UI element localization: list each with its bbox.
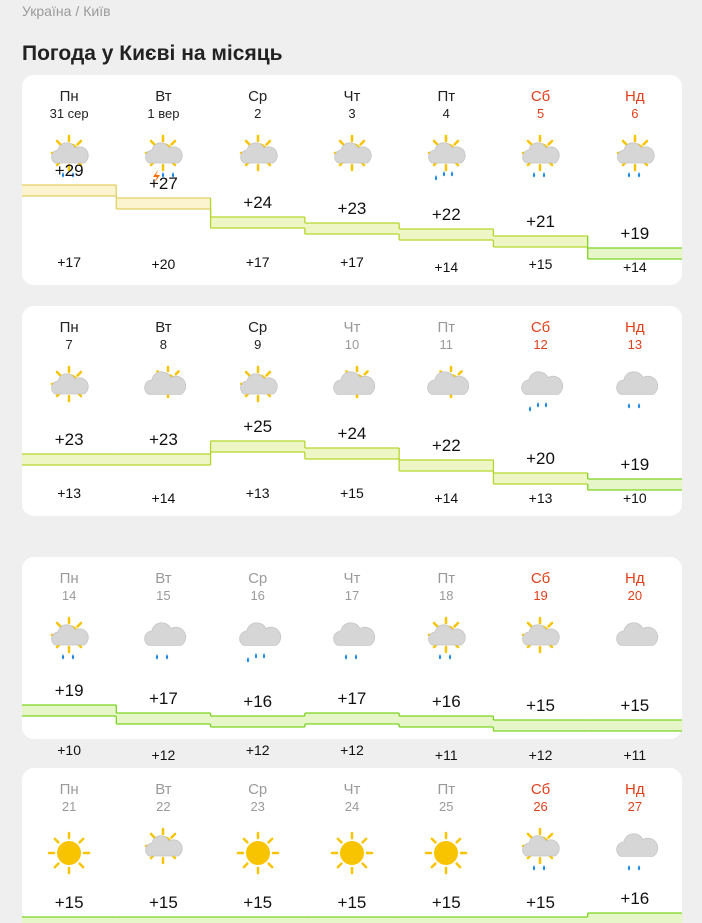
temperature-max: +15 (54, 893, 84, 912)
temperature-min: +11 (434, 747, 458, 763)
cloud-shape (428, 372, 469, 395)
day-name: Пт (437, 319, 456, 336)
day-cell[interactable] (116, 768, 210, 923)
day-name: Вт (155, 781, 172, 798)
cloud-rain-icon (612, 830, 658, 884)
cloud-shape (522, 372, 563, 395)
temperature-max: +23 (148, 430, 178, 449)
temperature-min: +12 (340, 742, 364, 758)
cloud-shape (523, 143, 560, 163)
day-cell[interactable] (22, 768, 116, 923)
day-date: 11 (439, 337, 454, 352)
day-name: Пн (59, 88, 79, 105)
cloud-shape (52, 374, 89, 394)
day-cell[interactable] (493, 768, 587, 923)
temperature-min: +14 (151, 490, 176, 506)
day-date: 7 (65, 337, 73, 352)
temperature-max: +22 (431, 205, 461, 224)
day-name: Нд (625, 781, 645, 798)
cloud-shape (333, 623, 374, 646)
cloud-shape (239, 623, 280, 646)
temperature-max: +15 (526, 696, 555, 715)
day-date: 25 (439, 799, 454, 814)
day-name: Нд (625, 570, 645, 587)
temperature-min: +14 (622, 259, 647, 275)
day-cell[interactable] (305, 557, 399, 758)
day-name: Сб (530, 570, 551, 587)
temperature-max: +15 (337, 893, 367, 912)
temperature-max: +23 (337, 199, 367, 218)
day-name: Пн (59, 781, 79, 798)
temperature-max: +15 (148, 893, 178, 912)
cloud-icon (612, 619, 658, 673)
temperature-max: +21 (526, 212, 555, 231)
temperature-min: +13 (528, 490, 553, 506)
day-name: Ср (248, 319, 268, 336)
breadcrumb (22, 3, 111, 19)
cloud-sun-icon (329, 368, 375, 422)
temperature-max: +15 (431, 893, 461, 912)
day-name: Вт (155, 319, 172, 336)
day-name: Пн (59, 319, 79, 336)
day-date: 19 (533, 588, 548, 603)
day-date: 2 (254, 106, 262, 121)
breadcrumb-country-link[interactable]: Україна (22, 3, 72, 19)
cloud-shape (523, 625, 560, 645)
cloud-shape (616, 372, 657, 395)
day-name: Нд (625, 88, 645, 105)
temperature-max: +19 (54, 681, 84, 700)
day-cell[interactable] (22, 306, 116, 516)
day-date: 31 сер (49, 106, 89, 121)
sun-icon (329, 830, 375, 884)
day-cell[interactable] (399, 306, 493, 516)
cloud-shape (617, 143, 654, 163)
temperature-max: +16 (243, 692, 273, 711)
day-date: 22 (156, 799, 171, 814)
day-cell[interactable] (493, 306, 587, 516)
temperature-min: +12 (151, 747, 176, 763)
temperature-min: +11 (623, 747, 647, 763)
day-cell[interactable] (588, 557, 682, 763)
cloud-heavy-rain-icon (517, 368, 563, 422)
day-cell[interactable] (211, 75, 305, 285)
temperature-max: +22 (431, 436, 461, 455)
temperature-max: +19 (620, 455, 650, 474)
cloud-sun-icon (140, 368, 186, 422)
cloud-shape (429, 143, 466, 163)
day-name: Ср (248, 88, 268, 105)
day-cell[interactable] (22, 75, 116, 285)
day-name: Пт (437, 88, 456, 105)
day-name: Чт (343, 781, 361, 798)
cloud-sun-icon (423, 368, 469, 422)
week-card (22, 557, 682, 763)
cloud-shape (333, 372, 374, 395)
temperature-max: +16 (620, 889, 650, 908)
temperature-max: +24 (243, 193, 273, 212)
day-name: Пт (437, 570, 456, 587)
temperature-max: +17 (337, 689, 367, 708)
sun-icon (46, 830, 92, 884)
temperature-min: +15 (528, 256, 553, 272)
day-date: 14 (61, 588, 77, 603)
day-cell[interactable] (305, 75, 399, 285)
temperature-max: +15 (526, 893, 555, 912)
day-cell[interactable] (305, 306, 399, 516)
day-cell[interactable] (399, 75, 493, 285)
temperature-min: +14 (434, 259, 459, 275)
day-name: Чт (343, 319, 361, 336)
sun-cloud-icon (235, 368, 281, 422)
day-date: 12 (533, 337, 548, 352)
week-card (22, 306, 682, 516)
cloud-shape (145, 372, 186, 395)
day-date: 17 (344, 588, 360, 603)
day-date: 9 (254, 337, 262, 352)
page-title: Погода у Києві на місяць (22, 42, 283, 66)
day-cell[interactable] (211, 768, 305, 923)
sun-cloud-rain-icon (517, 137, 563, 191)
week-card (22, 75, 682, 285)
day-cell[interactable] (116, 557, 210, 763)
day-date: 1 вер (147, 106, 180, 121)
temperature-max: +19 (620, 224, 650, 243)
cloud-shape (52, 143, 89, 163)
cloud-shape (240, 374, 277, 394)
day-cell[interactable] (399, 768, 493, 923)
day-name: Чт (343, 570, 361, 587)
sun-cloud-rain-icon (46, 619, 92, 673)
temperature-max: +25 (243, 417, 273, 436)
temperature-max: +20 (526, 449, 555, 468)
day-cell[interactable] (22, 557, 116, 758)
cloud-heavy-rain-icon (235, 619, 281, 673)
day-date: 26 (533, 799, 548, 814)
temperature-max: +29 (54, 161, 84, 180)
breadcrumb-city-link[interactable]: Київ (83, 3, 111, 19)
day-date: 21 (61, 799, 77, 814)
cloud-shape (523, 836, 560, 856)
day-name: Сб (530, 781, 551, 798)
cloud-shape (616, 834, 657, 857)
temperature-max: +23 (54, 430, 84, 449)
day-date: 6 (631, 106, 639, 121)
day-cell[interactable] (588, 75, 682, 285)
day-date: 20 (627, 588, 643, 603)
day-name: Вт (155, 570, 172, 587)
sun-cloud-icon (46, 368, 92, 422)
sun-icon (423, 830, 469, 884)
day-cell[interactable] (493, 75, 587, 285)
cloud-shape (240, 143, 277, 163)
day-name: Пн (59, 570, 79, 587)
cloud-rain-icon (140, 619, 186, 673)
day-cell[interactable] (305, 768, 399, 923)
temperature-max: +17 (148, 689, 178, 708)
day-date: 15 (156, 588, 171, 603)
temperature-min: +10 (622, 490, 647, 506)
sun-cloud-icon (329, 137, 375, 191)
temperature-min: +17 (245, 254, 270, 270)
cloud-shape (616, 623, 657, 646)
day-date: 8 (159, 337, 168, 352)
day-date: 13 (627, 337, 643, 352)
day-cell[interactable] (588, 306, 682, 516)
day-cell[interactable] (211, 557, 305, 758)
cloud-rain-icon (329, 619, 375, 673)
temperature-max: +24 (337, 424, 367, 443)
cloud-shape (146, 143, 183, 163)
day-date: 10 (344, 337, 360, 352)
day-name: Вт (155, 88, 172, 105)
day-cell[interactable] (211, 306, 305, 516)
day-name: Чт (343, 88, 361, 105)
sun-cloud-rain-icon (612, 137, 658, 191)
temperature-min: +13 (57, 485, 81, 501)
temperature-max: +16 (431, 692, 461, 711)
day-date: 24 (344, 799, 360, 814)
day-cell[interactable] (116, 306, 210, 516)
sun-cloud-heavy-rain-icon (423, 137, 469, 191)
day-cell[interactable] (588, 768, 682, 923)
sun-cloud-rain-icon (423, 619, 469, 673)
day-date: 5 (536, 106, 545, 121)
cloud-shape (52, 625, 89, 645)
day-cell[interactable] (399, 557, 493, 763)
day-name: Пт (437, 781, 456, 798)
cloud-shape (334, 143, 371, 163)
day-cell[interactable] (493, 557, 587, 763)
temperature-max: +27 (148, 174, 178, 193)
day-name: Ср (248, 781, 268, 798)
day-date: 27 (627, 799, 643, 814)
day-date: 3 (348, 106, 356, 121)
temperature-max: +15 (620, 696, 650, 715)
cloud-shape (429, 625, 466, 645)
temperature-min: +13 (245, 485, 270, 501)
temperature-min: +17 (340, 254, 364, 270)
day-date: 18 (439, 588, 454, 603)
breadcrumb-separator: / (75, 3, 80, 19)
day-name: Нд (625, 319, 645, 336)
day-date: 16 (250, 588, 265, 603)
temperature-min: +17 (57, 254, 81, 270)
day-date: 4 (442, 106, 450, 121)
day-name: Сб (530, 319, 551, 336)
day-date: 23 (250, 799, 265, 814)
sun-cloud-rain-icon (517, 830, 563, 884)
cloud-rain-icon (612, 368, 658, 422)
day-name: Ср (248, 570, 268, 587)
temperature-min: +12 (528, 747, 553, 763)
temperature-min: +12 (245, 742, 270, 758)
temperature-min: +20 (151, 256, 176, 272)
sun-cloud-icon (140, 830, 186, 884)
temperature-max: +15 (243, 893, 273, 912)
temperature-min: +15 (340, 485, 364, 501)
cloud-shape (146, 836, 183, 856)
week-card (22, 768, 682, 923)
sun-icon (235, 830, 281, 884)
temperature-min: +14 (434, 490, 459, 506)
cloud-shape (145, 623, 186, 646)
sun-cloud-icon (517, 619, 563, 673)
temperature-min: +10 (57, 742, 81, 758)
day-cell[interactable] (116, 75, 210, 285)
day-name: Сб (530, 88, 551, 105)
sun-cloud-icon (235, 137, 281, 191)
